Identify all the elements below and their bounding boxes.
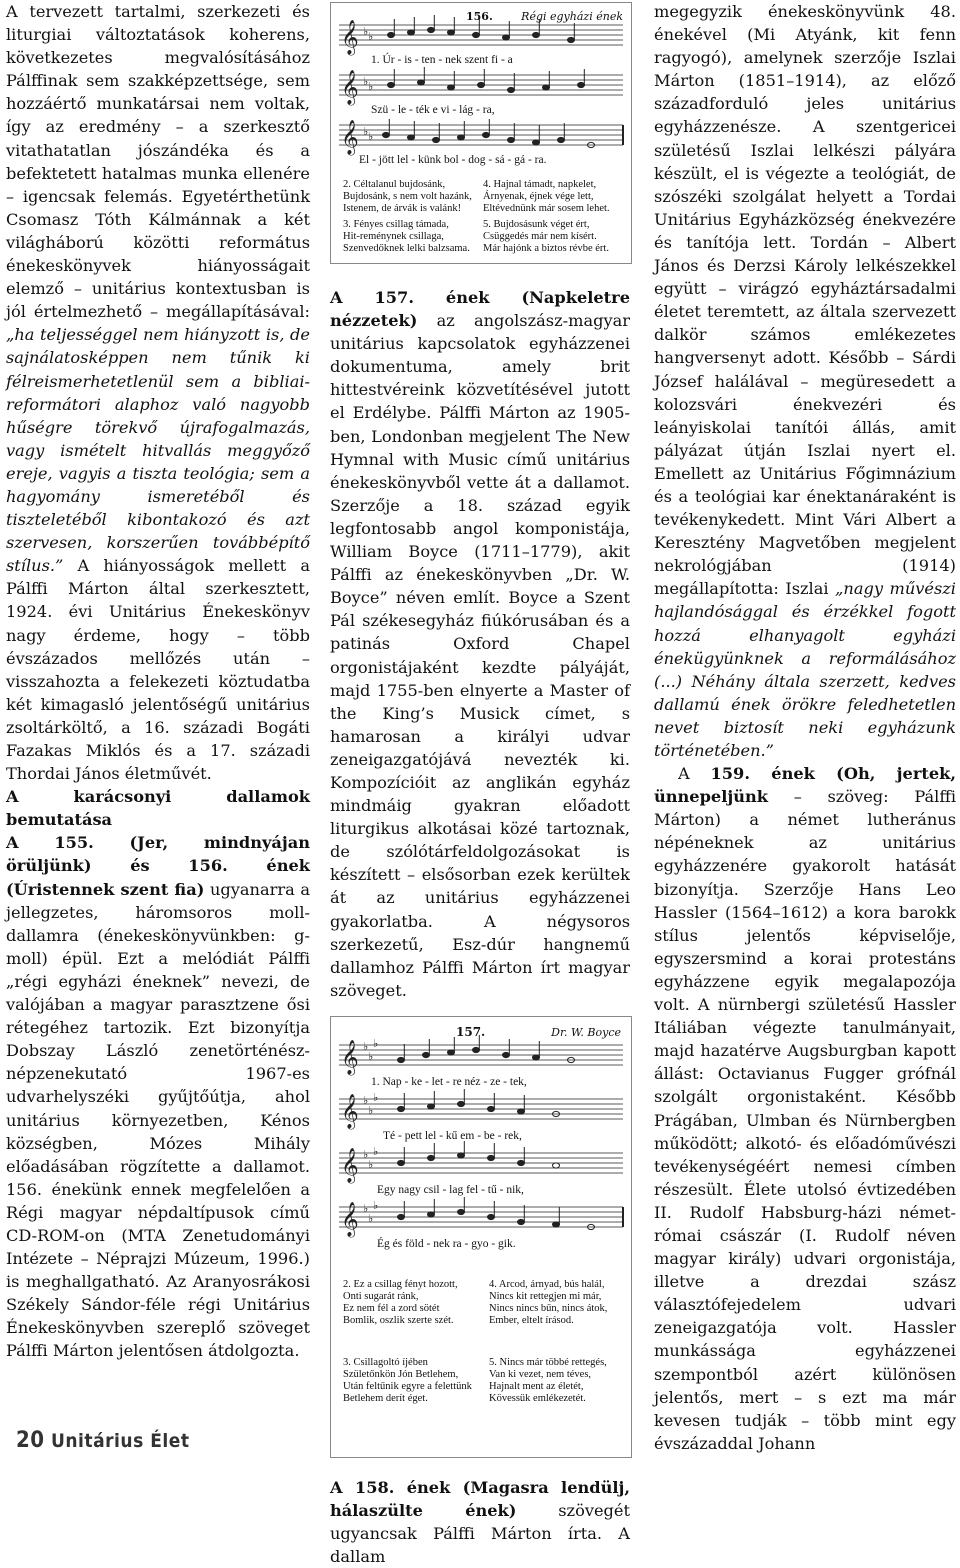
stanza-2: 2. Ez a csillag fényt hozott, Onti sugarát ránk, Ez nem fél a zord sötét Bomlik, oszlik szerte szét. bbox=[343, 1278, 458, 1326]
lyric-line-1: 1. Nap - ke - let - re néz - ze - tek, bbox=[371, 1075, 527, 1088]
paragraph-iszlai bbox=[654, 0, 956, 762]
hymn-lead: 159. ének (Oh, jertek, ünnepeljünk bbox=[654, 764, 956, 807]
paragraph-text: az angolszász-magyar unitárius kapcsolatok egyházzenei dokumentuma, amely brit hittestvéreink közvetítésével jutott el Erdélybe. Pálffi Márton az 1905-ben, Londonban megjelent The New Hymnal with Music című unitárius énekeskönyvből vette át a dallamot. Szerzője a 18. század egyik legfontosabb angol komponistája, William Boyce (1711–1779), akit Pálffi az énekeskönyvben „Dr. W. Boyce” néven említ. Boyce a Szent Pál székesegyház fiúkórusában és a patinás Oxford Chapel orgonistájaként kezdte pályáját, majd 1755-ben elnyerte a Master of the King’s Musick címet, s hamarosan a királyi udvar zeneigazgatójává nevezték ki. Kompozícióit az anglikán egyház mindmáig gyakran előadott liturgikus alkotásai közé tartoznak, de szólótárfeldolgozásokat is készített – elsősorban ezek kerültek át az unitárius egyházzenei gyakorlatba. A négysoros szerkezetű, Esz-dúr hangnemű dallamhoz Pálffi Márton írt magyar szöveget. bbox=[330, 311, 630, 1000]
hymn-lead: A 157. ének (Napkeletre nézzetek) bbox=[330, 288, 630, 331]
paragraph-text: ugyanarra a jellegzetes, háromsoros moll-dallamra (énekeskönyvünkben: g-moll) épül. Ezt a melódiát Pálffi „régi egyházi éneknek” nevezi, de valójában a magyar parasztzene ősi rétegéhez tartozik. Ezt bizonyítja Dobszay László zenetörténész-népzenekutató 1967-es udvarhelyszéki gyűjtőútja, ahol unitárius környezetben, Kénos községben, Mózes Mihály előadásában rögzítette a dallamot. 156. énekünk ennek megfelelően a Régi magyar népdaltípusok című CD-ROM-on (MTA Zenetudományi Intézete – Néprajzi Múzeum, 1996.) is meghallgatható. Az Aranyosrákosi Székely Sándor-féle régi Unitárius Énekeskönyvben szereplő szöveget Pálffi Márton jelentősen átdolgozta. bbox=[6, 879, 311, 1361]
lyric-line-3: Egy nagy csil - lag fel - tű - nik, bbox=[377, 1183, 524, 1196]
section-heading: A karácsonyi dallamok bemutatása bbox=[6, 787, 310, 830]
svg-text:♭: ♭ bbox=[373, 1198, 379, 1212]
magazine-title: Unitárius Élet bbox=[51, 1430, 190, 1452]
lyric-line-1: 1. Úr - is - ten - nek szent fi - a bbox=[371, 54, 513, 66]
svg-text:♭: ♭ bbox=[368, 130, 374, 143]
page-number: 20 bbox=[16, 1428, 45, 1453]
svg-text:𝄞: 𝄞 bbox=[341, 1201, 359, 1237]
score-number: 156. bbox=[466, 10, 493, 23]
paragraph-155-156 bbox=[6, 831, 310, 1362]
svg-text:𝄞: 𝄞 bbox=[341, 1039, 359, 1075]
lyric-line-2: Té - pett lel - kű em - be - rek, bbox=[383, 1129, 522, 1142]
lyric-line-3: El - jött lel - künk bol - dog - sá - gá - ra. bbox=[359, 154, 547, 166]
paragraph-text: szövegét ugyancsak Pálffi Márton írta. A dallam bbox=[330, 1501, 630, 1567]
paragraph-157 bbox=[330, 286, 630, 1002]
music-score-156 bbox=[330, 2, 632, 264]
stanza-2: 2. Céltalanul bujdosánk, Bujdosánk, s nem volt hazánk, Istenem, de árvák is valánk! bbox=[343, 179, 472, 214]
stanza-3: 3. Fényes csillag támada, Hit-reménynek csillaga, Szenvedőknek lelki balzsama. bbox=[343, 219, 470, 254]
stanza-5: 5. Nincs már többé rettegés, Van ki vezet, nem téves, Hajnalt ment az életét, Kövessük emlékezetét. bbox=[489, 1356, 607, 1404]
svg-text:♭: ♭ bbox=[368, 1211, 374, 1225]
paragraph-text: A hiányosságok mellett a Pálffi Márton által szerkesztett, 1924. évi Unitárius Énekeskönyv nagy érdeme, hogy – több évszázados mellőzés után – visszahozta a felekezeti köztudatba két kimagasló jelentőségű unitárius zsoltárköltő, a 16. századi Bogáti Fazakas Miklós és a 17. századi Thordai János életművét. bbox=[6, 556, 310, 784]
quote-vari: „nagy művészi hajlandósággal és érzékkel fogott hozzá elhanyagolt egyházi énekügyünknek a reformálásához (...) Néhány általa szerzett, kedves dallamú ének örökre feledhetetlen nevet biztosít neki egyházunk történetében.” bbox=[654, 579, 956, 760]
music-score-157 bbox=[330, 1016, 632, 1458]
column-3 bbox=[654, 0, 956, 1455]
paragraph-text: megegyzik énekeskönyvünk 48. énekével (Mi Atyánk, kit fenn ragyogó), amelynek szerzője Iszlai Márton (1851–1914), az előző századforduló jeles unitárius egyházzenésze. A szentgericei születésű Iszlai lelkészi pályára készült, el is végezte a teológiát, de szószéki szolgálat helyett a Tordai Unitárius Egyházközség énekvezére és tanítója lett. Tordán – Albert János és Derzsi Károly lelkészekkel együtt – virágzó egyháztársadalmi életet teremtett, az általa szervezett dalkör számos emlékezetes hangversenyt adott. Később – Sárdi József halálával – megüresedett a kolozsvári énekvezéri és leányiskolai tanítói állás, amit pályázat útján Iszlai nyert el. Emellett az Unitárius Főgimnázium és a teológiai kar énektanáraként is tevékenykedett. Mint Vári Albert a Keresztény Magvetőben megjelent nekrológjában (1914) megállapította: Iszlai bbox=[654, 2, 956, 599]
svg-text:♭: ♭ bbox=[363, 1147, 369, 1161]
page-footer bbox=[16, 1428, 190, 1453]
svg-text:𝄞: 𝄞 bbox=[341, 120, 359, 155]
score-number: 157. bbox=[456, 1024, 486, 1039]
svg-text:♭: ♭ bbox=[363, 25, 369, 38]
svg-text:♭: ♭ bbox=[373, 1144, 379, 1158]
stanza-4: 4. Arcod, árnyad, bús halál, Nincs kit rettegjen mi már, Nincs nincs bűn, nincs átok, Ember, eltelt írásod. bbox=[489, 1278, 608, 1326]
paragraph-text: a német lutheránus népéneknek az unitárius egyházzenére gyakorolt hatását bizonyítja. Szerzője Hans Leo Hassler (1564–1612) a kora barokk stílus jelentős képviselője, egyszersmind a korai protestáns egyházzene egyik megalapozója volt. A nürnbergi születésű Hassler Itáliában végezte tanulmányait, majd hazatérve Augsburgban kapott állást: Octavianus Fugger grófnál szolgált orgonistaként. Később Prágában, Ulmban és Nürnbergben működött; alkotó- és előadóművészi tevékenységéért nemesi címben részesült. Élete utolsó évtizedében II. Rudolf Habsburg-házi német-római császár (I. Rudolf néven magyar király) udvari orgonistája, illetve a drezdai szász választófejedelem udvari zeneigazgatója volt. Hassler munkássága egyházzenei szempontból azért különösen jelentős, mert – s ezt ma már kevesen tudják – több mint egy évszázaddal Johann bbox=[654, 810, 956, 1453]
svg-text:♭: ♭ bbox=[363, 75, 369, 88]
svg-text:♭: ♭ bbox=[363, 1039, 369, 1053]
hymn-lead: A 155. (Jer, mindnyájan örüljünk) és 156. ének (Úristennek szent fia) bbox=[6, 833, 310, 899]
svg-text:♭: ♭ bbox=[368, 80, 374, 93]
svg-text:♭: ♭ bbox=[368, 1049, 374, 1063]
score-subtitle: Dr. W. Boyce bbox=[551, 1025, 621, 1039]
hymn-lead: A 158. ének (Magasra lendülj, hálaszülte ének) bbox=[330, 1477, 630, 1520]
svg-text:♭: ♭ bbox=[363, 125, 369, 138]
svg-text:♭: ♭ bbox=[363, 1093, 369, 1107]
svg-text:♭: ♭ bbox=[373, 1090, 379, 1104]
svg-text:♭: ♭ bbox=[368, 30, 374, 43]
lyric-line-4: Ég és föld - nek ra - gyo - gik. bbox=[377, 1237, 516, 1250]
svg-text:𝄞: 𝄞 bbox=[341, 1093, 359, 1129]
lyric-line-2: Szü - le - ték e vi - lág - ra, bbox=[371, 104, 495, 116]
paragraph-intro bbox=[6, 0, 310, 785]
stanza-3: 3. Csillagoltó íjében Születőnkön Jón Betlehem, Után feltűnik egyre a felettünk Betlehem derít éget. bbox=[343, 1356, 472, 1404]
svg-text:♭: ♭ bbox=[368, 1157, 374, 1171]
stanza-4: 4. Hajnal támadt, napkelet, Árnyenak, éjnek vége lett, Eltévednünk már sosem lehet. bbox=[483, 179, 610, 214]
svg-text:♭: ♭ bbox=[373, 1036, 379, 1050]
score-subtitle: Régi egyházi ének bbox=[521, 10, 623, 23]
paragraph-158 bbox=[330, 1476, 630, 1568]
paragraph-159: A 159. ének (Oh, jertek, ünnepeljünk – szöveg: Pálffi Márton) a német lutheránus népéneknek az unitárius egyházzenére gyakorolt hatását bizonyítja. Szerzője Hans Leo Hassler (1564–1612) a kora barokk stílus jelentős képviselője, egyszersmind a korai protestáns egyházzene egyik megalapozója volt. A nürnbergi születésű Hassler Itáliában végezte tanulmányait, majd hazatérve Augsburgban kapott állást: Octavianus Fugger grófnál szolgált orgonistaként. Később Prágában, Ulmban és Nürnbergben működött; alkotó- és előadóművészi tevékenységéért nemesi címben részesült. Élete utolsó évtizedében II. Rudolf Habsburg-házi német-római császár (I. Rudolf néven magyar király) udvari orgonistája, illetve a drezdai szász választófejedelem udvari zeneigazgatója volt. Hassler munkássága egyházzenei szempontból azért különösen jelentős, mert – s ezt ma már kevesen tudják – több mint egy évszázaddal Johann bbox=[654, 764, 956, 1453]
quote-csomasz: „ha teljességgel nem hiányzott is, de sajnálatosképpen nem tűnik ki félreismerhetetlenül sem a bibliai-reformátori alaphoz való nagyobb hűségre törekvő újrafogalmazás, vagy ismételt hitvallás meggyőző ereje, vagyis a tiszta teológia; sem a hagyomány ismeretéből és tiszteletéből kibontakozó és azt szervesen, korszerűen továbbépítő stílus.” bbox=[6, 325, 310, 576]
column-2 bbox=[330, 0, 630, 1568]
svg-text:𝄞: 𝄞 bbox=[341, 1147, 359, 1183]
svg-text:♭: ♭ bbox=[368, 1103, 374, 1117]
column-1 bbox=[6, 0, 310, 1363]
svg-text:𝄞: 𝄞 bbox=[341, 20, 359, 55]
paragraph-text: A tervezett tartalmi, szerkezeti és liturgiai változtatások koherens, következetes megvalósításához Pálffinak sem szakképzettsége, sem hozzáértő munkatársai nem voltak, így az eredmény – a szerkesztő vitathatatlan jószándéka és a befektetett hatalmas munka ellenére – igencsak felemás. Egyetérthetünk Csomasz Tóth Kálmánnak a két világháború közötti református énekeskönyvek hiányosságait elemző – unitárius kontextusban is jól értelmezhető – megállapításával: bbox=[6, 2, 310, 322]
svg-text:♭: ♭ bbox=[363, 1201, 369, 1215]
stanza-5: 5. Bujdosásunk véget ért, Csüggedés már nem kísért. Már hajónk a biztos révbe ért. bbox=[483, 219, 609, 254]
svg-text:𝄞: 𝄞 bbox=[341, 70, 359, 105]
